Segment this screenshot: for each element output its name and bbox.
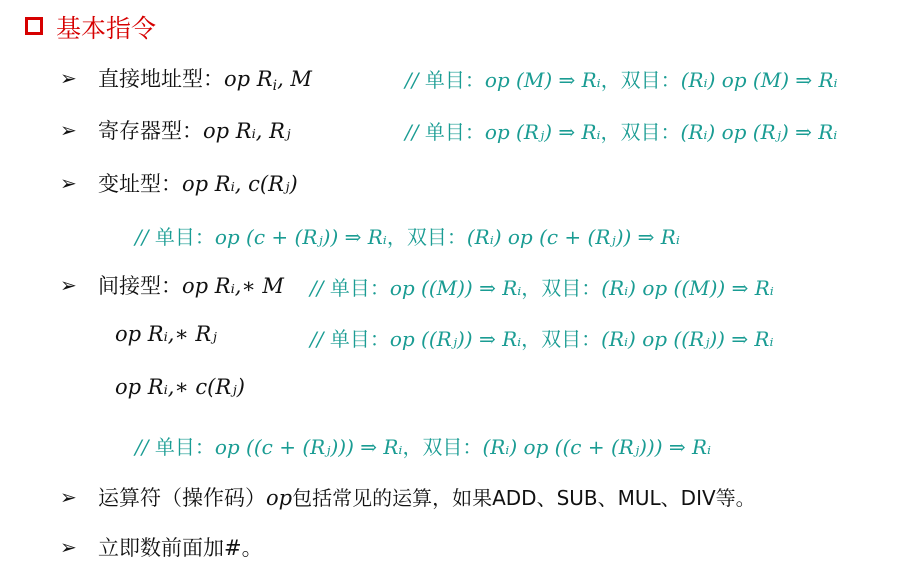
title-square-icon (25, 17, 43, 35)
line-register (98, 115, 291, 145)
indexed-label: 变址型： (98, 172, 182, 196)
line-opcode (98, 482, 756, 512)
bullet-arrow-icon: ➢ (60, 273, 77, 297)
bullet-arrow-icon: ➢ (60, 171, 77, 195)
line-indexed (98, 168, 298, 198)
indirect-indexed-formula: op Rᵢ,∗ c(Rⱼ) (115, 375, 245, 399)
bullet-arrow-icon: ➢ (60, 118, 77, 142)
opcode-text-pre: 运算符（操作码） (98, 486, 266, 510)
indirect-formula: op Rᵢ,∗ M (182, 274, 284, 298)
indirect-indexed-comment: // 单目：op ((c + (Rⱼ))) ⇒ Rᵢ，双目：(Rᵢ) op ((c + (Rⱼ))) ⇒ Rᵢ (135, 435, 712, 459)
bullet-arrow-icon: ➢ (60, 535, 77, 559)
line-direct-address (98, 63, 312, 94)
register-label: 寄存器型： (98, 119, 203, 143)
line-indirect (98, 270, 284, 300)
register-formula: op Rᵢ, Rⱼ (203, 119, 291, 143)
indirect-comment: // 单目：op ((M)) ⇒ Rᵢ，双目：(Rᵢ) op ((M)) ⇒ Rᵢ (310, 276, 774, 300)
opcode-text-post: 包括常见的运算，如果ADD、SUB、MUL、DIV等。 (292, 486, 756, 510)
indirect-register-formula: op Rᵢ,∗ Rⱼ (115, 322, 217, 346)
indexed-formula: op Rᵢ, c(Rⱼ) (182, 172, 298, 196)
bullet-arrow-icon: ➢ (60, 485, 77, 509)
bullet-arrow-icon: ➢ (60, 66, 77, 90)
indirect-label: 间接型： (98, 274, 182, 298)
register-comment: // 单目：op (Rⱼ) ⇒ Rᵢ，双目：(Rᵢ) op (Rⱼ) ⇒ Rᵢ (405, 120, 838, 144)
direct-address-label: 直接地址型： (98, 67, 224, 91)
indirect-register-comment: // 单目：op ((Rⱼ)) ⇒ Rᵢ，双目：(Rᵢ) op ((Rⱼ)) ⇒ Rᵢ (310, 327, 774, 351)
direct-address-subscript: i (272, 78, 278, 95)
indexed-comment: // 单目：op (c + (Rⱼ)) ⇒ Rᵢ，双目：(Rᵢ) op (c + (Rⱼ)) ⇒ Rᵢ (135, 225, 680, 249)
section-title: 基本指令 (56, 14, 157, 43)
immediate-text: 立即数前面加#。 (98, 536, 263, 560)
direct-address-comment: // 单目：op (M) ⇒ Rᵢ，双目：(Rᵢ) op (M) ⇒ Rᵢ (405, 68, 838, 92)
direct-address-formula-tail: , M (277, 67, 312, 91)
direct-address-formula: op R (224, 67, 273, 91)
opcode-op: op (266, 486, 293, 510)
